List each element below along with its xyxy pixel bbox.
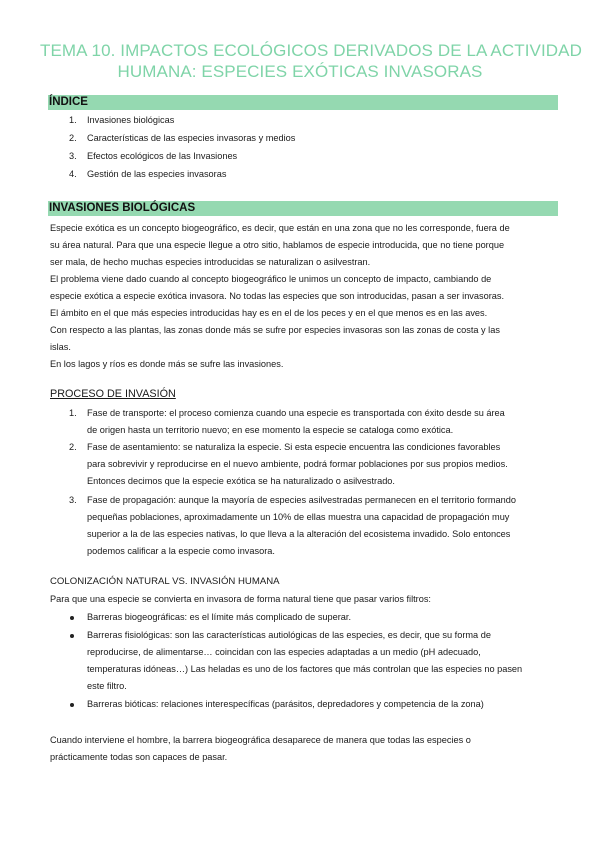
- section-header-indice: [48, 95, 558, 110]
- index-item: Características de las especies invasoras y medios: [87, 133, 296, 143]
- index-item: Invasiones biológicas: [87, 115, 175, 125]
- list-line: Entonces decimos que la especie exótica se ha naturalizado o asilvestrado.: [87, 476, 395, 486]
- section-heading: INVASIONES BIOLÓGICAS: [49, 202, 196, 214]
- list-line: de origen hasta un territorio nuevo; en ese momento la especie se cataloga como exótica.: [87, 425, 454, 435]
- bullet-line: Barreras biogeográficas: es el límite más complicado de superar.: [87, 612, 352, 622]
- list-number: 3.: [69, 495, 77, 505]
- list-line: Fase de propagación: aunque la mayoría de especies asilvestradas permanecen en el territorio formando: [87, 495, 516, 505]
- title-line-2: HUMANA: ESPECIES EXÓTICAS INVASORAS: [117, 62, 483, 81]
- closing-line: prácticamente todas son capaces de pasar.: [50, 752, 228, 762]
- list-line: para sobrevivir y reproducirse en el nuevo ambiente, podrá formar poblaciones por sus propios medios.: [87, 459, 508, 469]
- bullet-line: Barreras fisiológicas: son las características autiológicas de las especies, es decir, que su forma de: [87, 630, 491, 640]
- list-number: 3.: [69, 151, 77, 161]
- subheading-colonizacion: COLONIZACIÓN NATURAL VS. INVASIÓN HUMANA: [50, 576, 280, 587]
- paragraph-line: su área natural. Para que una especie llegue a otro sitio, hablamos de especie introducida, que no tiene porque: [50, 240, 505, 250]
- paragraph-line: Especie exótica es un concepto biogeográfico, es decir, que están en una zona que no les corresponde, fuera de: [50, 223, 510, 233]
- title-line-1: TEMA 10. IMPACTOS ECOLÓGICOS DERIVADOS DE LA ACTIVIDAD: [40, 41, 582, 60]
- section-header-invasiones: [48, 201, 558, 216]
- paragraph-line: El ámbito en el que más especies introducidas hay es en el de los peces y en el que menos es en las aves.: [50, 308, 488, 318]
- list-number: 4.: [69, 169, 77, 179]
- index-item: Gestión de las especies invasoras: [87, 169, 227, 179]
- list-line: Fase de asentamiento: se naturaliza la especie. Si esta especie encuentra las condiciones favorables: [87, 442, 501, 452]
- bullet-dot: [70, 703, 74, 707]
- bullet-line: temperaturas idóneas…) Las heladas es uno de los factores que más controlan que las especies no pasen: [87, 664, 523, 674]
- list-line: pequeñas poblaciones, aproximadamente un 10% de ellas muestra una capacidad de propagación muy: [87, 512, 510, 522]
- list-line: superior a la de las especies nativas, lo que lleva a la alteración del ecosistema invadido. Solo entonces: [87, 529, 511, 539]
- section-heading: ÍNDICE: [49, 96, 88, 108]
- paragraph-line: En los lagos y ríos es donde más se sufre las invasiones.: [50, 359, 284, 369]
- list-line: podemos calificar a la especie como invasora.: [87, 546, 275, 556]
- page-title: [40, 40, 582, 82]
- paragraph-line: El problema viene dado cuando al concepto biogeográfico le unimos un concepto de impacto, cambiando de: [50, 274, 492, 284]
- closing-line: Cuando interviene el hombre, la barrera biogeográfica desaparece de manera que todas las especies o: [50, 735, 471, 745]
- bullet-line: reproducirse, de alimentarse… coincidan con las especies adaptadas a un medio (pH adecuado,: [87, 647, 481, 657]
- bullet-line: Barreras bióticas: relaciones interespecíficas (parásitos, depredadores y competencia de la zona): [87, 699, 484, 709]
- paragraph-line: islas.: [50, 342, 71, 352]
- list-line: Fase de transporte: el proceso comienza cuando una especie es transportada con éxito desde su área: [87, 408, 505, 418]
- list-number: 2.: [69, 442, 77, 452]
- bullet-dot: [70, 616, 74, 620]
- index-item: Efectos ecológicos de las Invasiones: [87, 151, 238, 161]
- paragraph-line: ser mala, de hecho muchas especies introducidas se naturalizan o asilvestran.: [50, 257, 371, 267]
- bullet-dot: [70, 634, 74, 638]
- bullet-line: este filtro.: [87, 681, 127, 691]
- subheading-proceso: PROCESO DE INVASIÓN: [50, 388, 176, 400]
- intro-line: Para que una especie se convierta en invasora de forma natural tiene que pasar varios filtros:: [50, 594, 431, 604]
- list-number: 1.: [69, 115, 77, 125]
- list-number: 1.: [69, 408, 77, 418]
- paragraph-line: Con respecto a las plantas, las zonas donde más se sufre por especies invasoras son las zonas de costa y las: [50, 325, 500, 335]
- paragraph-line: especie exótica a especie exótica invasora. No todas las especies que son introducidas, pasan a ser invasoras.: [50, 291, 505, 301]
- list-number: 2.: [69, 133, 77, 143]
